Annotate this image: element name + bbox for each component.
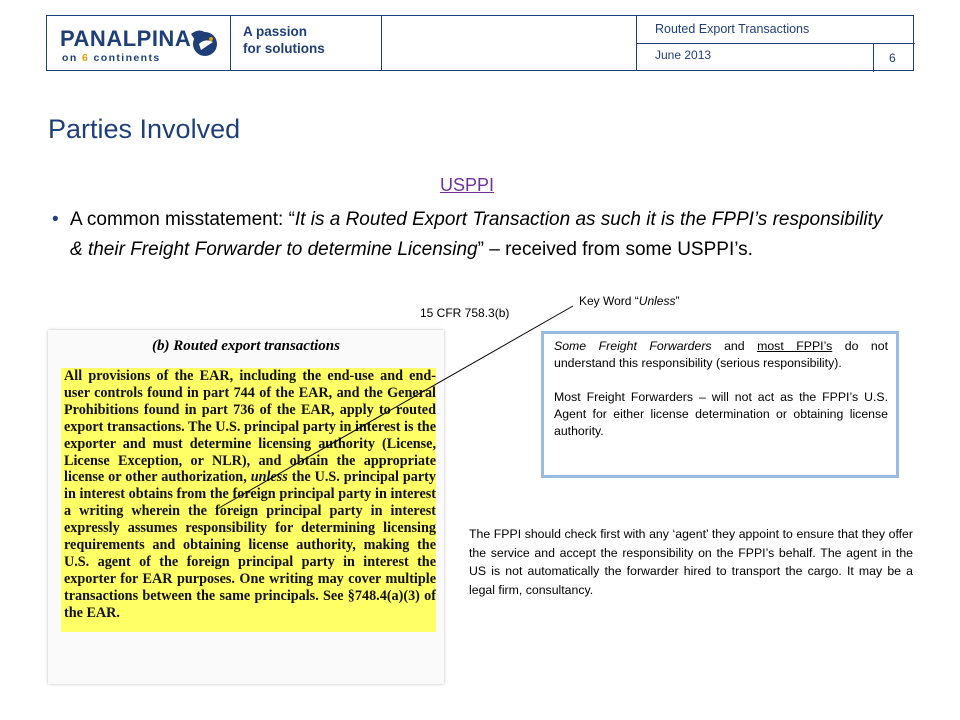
header-title: Routed Export Transactions [655, 22, 810, 36]
tagline: A passion for solutions [243, 24, 325, 56]
regulation-heading: (b) Routed export transactions [152, 338, 340, 354]
bullet-icon: • [52, 209, 59, 230]
logo-wordmark: PANALPINA [60, 26, 192, 51]
keyword-label: Key Word “Unless” [579, 294, 680, 308]
callout-box [541, 331, 899, 478]
page-title: Parties Involved [48, 114, 241, 144]
cfr-label: 15 CFR 758.3(b) [420, 306, 510, 320]
callout-paragraph: Some Freight Forwarders and most FPPI’s do not understand this responsibility (serious responsibility). [554, 339, 888, 370]
page-number: 6 [889, 51, 896, 65]
callout-paragraph: Most Freight Forwarders – will not act as the FPPI’s U.S. Agent for either license determination or obtaining license authority. [554, 390, 888, 438]
usppi-link[interactable]: USPPI [440, 175, 495, 195]
regulation-body: All provisions of the EAR, including the end-use and end-user controls found in part 744 of the EAR, and the General Prohibitions found in part 736 of the EAR, apply to routed export transactions. The U.S. principal party in interest is the exporter and must determine licensing authority (License, License Exception, or NLR), and obtain the appropriate license or other authorization, unless the U.S. principal party in interest obtains from the foreign principal party in interest a writing wherein the foreign principal party in interest expressly assumes responsibility for determining licensing requirements and obtaining license authority, making the U.S. agent of the foreign principal party in interest the exporter for EAR purposes. One writing may cover multiple transactions between the same principals. See §748.4(a)(3) of the EAR. [64, 368, 436, 621]
header-date: June 2013 [655, 48, 712, 62]
bullet-text: A common misstatement: “It is a Routed Export Transaction as such it is the FPPI’s responsibility & their Freight Forwarder to determine Licensing” – received from some USPPI’s. [70, 209, 883, 260]
fppi-note: The FPPI should check first with any ‘agent’ they appoint to ensure that they offer the service and accept the responsibility on the FPPI’s behalf. The agent in the US is not automatically the forwarder hired to transport the cargo. It may be a legal firm, consultancy. [469, 527, 913, 597]
logo-subtitle: on 6 continents [62, 52, 161, 64]
